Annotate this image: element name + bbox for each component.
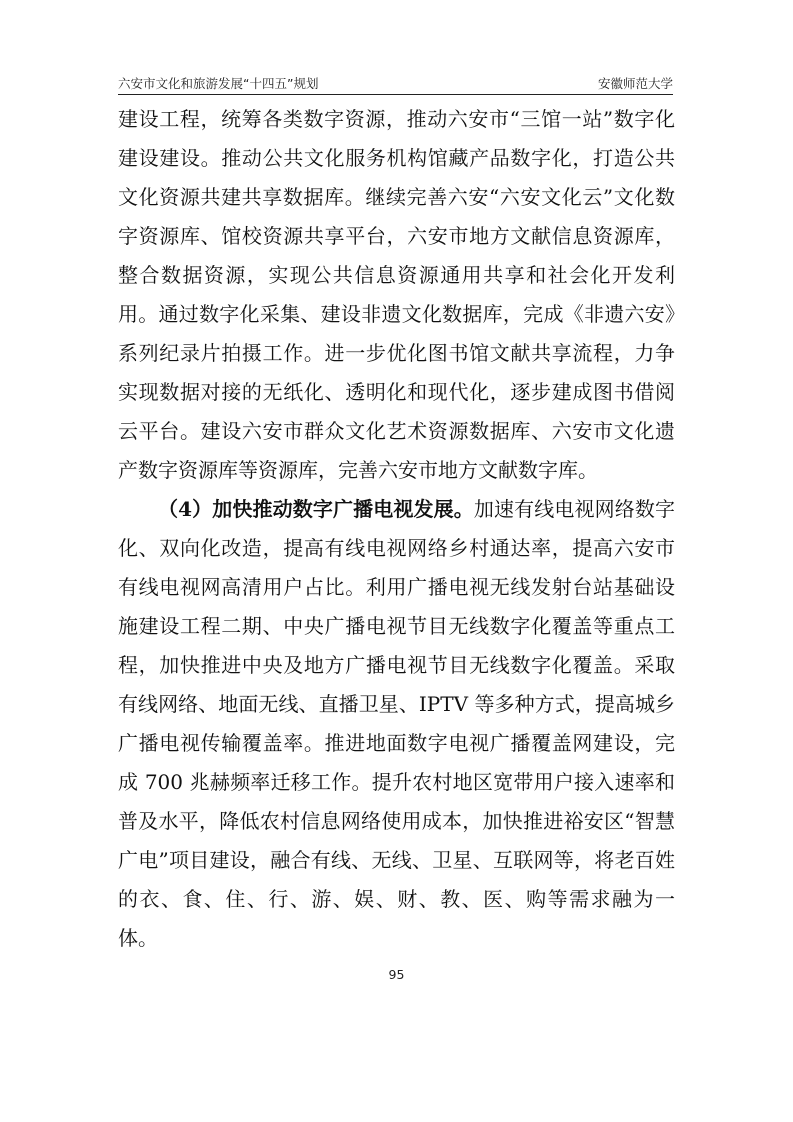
header-document-title: 六安市文化和旅游发展“十四五”规划 [118,76,319,91]
page-body [118,100,675,958]
paragraph-digital-broadcasting [118,490,675,958]
section-heading: （4）加快推动数字广播电视发展。 [158,497,474,521]
header-institution: 安徽师范大学 [597,76,673,91]
page-header [118,72,673,95]
paragraph-body-text: 加速有线电视网络数字化、双向化改造，提高有线电视网络乡村通达率，提高六安市有线电视网高清用户占比。利用广播电视无线发射台站基础设施建设工程二期、中央广播电视节目无线数字化覆盖等重点工程，加快推进中央及地方广播电视节目无线数字化覆盖。采取有线网络、地面无线、直播卫星、IPTV 等多种方式，提高城乡广播电视传输覆盖率。推进地面数字电视广播覆盖网建设，完成 700 兆赫频率迁移工作。提升农村地区宽带用户接入速率和普及水平，降低农村信息网络使用成本，加快推进裕安区“智慧广电”项目建设，融合有线、无线、卫星、互联网等，将老百姓的衣、食、住、行、游、娱、财、教、医、购等需求融为一体。 [118,497,675,950]
page-number: 95 [388,967,405,982]
page-footer [0,967,793,982]
paragraph-digital-resources: 建设工程，统筹各类数字资源，推动六安市“三馆一站”数字化建设建设。推动公共文化服务机构馆藏产品数字化，打造公共文化资源共建共享数据库。继续完善六安“六安文化云”文化数字资源库、馆校资源共享平台，六安市地方文献信息资源库，整合数据资源，实现公共信息资源通用共享和社会化开发利用。通过数字化采集、建设非遗文化数据库，完成《非遗六安》系列纪录片拍摄工作。进一步优化图书馆文献共享流程，力争实现数据对接的无纸化、透明化和现代化，逐步建成图书借阅云平台。建设六安市群众文化艺术资源数据库、六安市文化遗产数字资源库等资源库，完善六安市地方文献数字库。 [118,107,675,482]
